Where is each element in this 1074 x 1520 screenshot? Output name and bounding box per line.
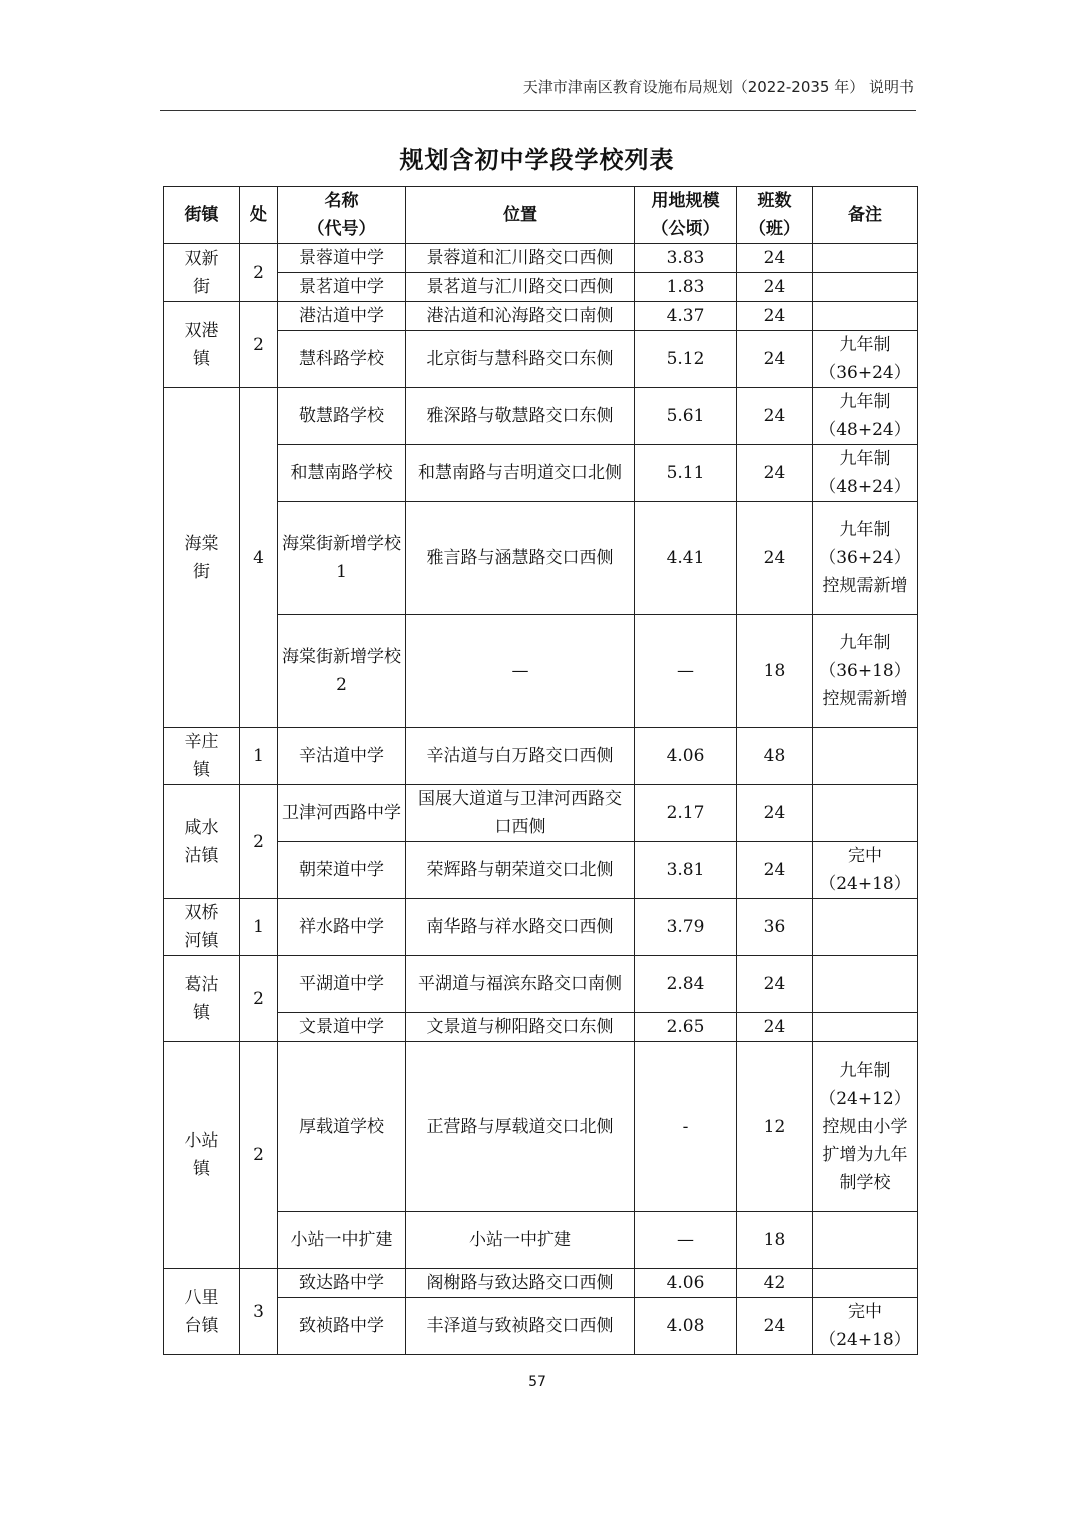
header-area-line: 用地规模 [651,191,720,211]
page-number: 57 [528,1374,546,1390]
table-row [164,273,918,302]
cell-location: 正营路与厚载道交口北侧 [406,1042,635,1212]
header-location: 位置 [406,187,635,244]
cell-area: 3.83 [635,244,737,273]
cell-area: 3.81 [635,842,737,899]
cell-area: 2.17 [635,785,737,842]
cell-count: 1 [240,899,278,956]
cell-notes [813,1298,918,1355]
cell-count: 1 [240,728,278,785]
cell-classes: 24 [737,502,813,615]
cell-name: 厚载道学校 [278,1042,406,1212]
cell-count: 4 [240,388,278,728]
header-street: 街镇 [164,187,240,244]
note-line: （36+24） [819,548,911,568]
cell-classes: 48 [737,728,813,785]
header-count: 处 [240,187,278,244]
cell-area: 5.61 [635,388,737,445]
cell-location: 国展大道道与卫津河西路交口西侧 [406,785,635,842]
cell-name: 小站一中扩建 [278,1212,406,1269]
cell-name: 敬慧路学校 [278,388,406,445]
cell-classes: 24 [737,1298,813,1355]
cell-count: 2 [240,302,278,388]
page-title: 规划含初中学段学校列表 [399,145,675,174]
cell-street: 葛沽镇 [164,956,240,1042]
table-row [164,1298,918,1355]
cell-notes [813,331,918,388]
cell-notes [813,388,918,445]
cell-street: 双港镇 [164,302,240,388]
header-classes-line: 班数 [757,191,792,211]
header-name-line: 名称 [324,191,359,211]
cell-name: 和慧南路学校 [278,445,406,502]
cell-area: 2.65 [635,1013,737,1042]
cell-location: — [406,615,635,728]
cell-notes [813,1042,918,1212]
header-classes [737,187,813,244]
document-header: 天津市津南区教育设施布局规划（2022-2035 年） 说明书 [522,78,914,96]
cell-classes: 18 [737,615,813,728]
cell-area: 5.11 [635,445,737,502]
cell-street: 八里台镇 [164,1269,240,1355]
table-row [164,331,918,388]
cell-notes [813,899,918,956]
note-line: （48+24） [819,477,911,497]
cell-classes: 24 [737,1013,813,1042]
cell-area: 5.12 [635,331,737,388]
note-line: 控规需新增 [822,576,908,596]
cell-location: 辛沽道与白万路交口西侧 [406,728,635,785]
cell-name: 景蓉道中学 [278,244,406,273]
note-line: 九年制 [839,335,891,355]
cell-area: 4.06 [635,728,737,785]
cell-notes [813,1212,918,1269]
cell-notes [813,302,918,331]
cell-location: 雅言路与涵慧路交口西侧 [406,502,635,615]
note-line: 九年制 [839,392,891,412]
cell-name: 慧科路学校 [278,331,406,388]
note-line: 九年制 [839,1060,891,1081]
note-line: 完中 [848,1302,882,1322]
cell-area: 4.08 [635,1298,737,1355]
cell-location: 景茗道与汇川路交口西侧 [406,273,635,302]
cell-classes: 24 [737,842,813,899]
cell-area: 3.79 [635,899,737,956]
header-area-unit: （公顷） [651,219,720,239]
note-line: （24+12） [819,1088,911,1109]
cell-classes: 24 [737,302,813,331]
table-row [164,842,918,899]
cell-notes [813,615,918,728]
cell-notes [813,785,918,842]
cell-classes: 24 [737,273,813,302]
cell-notes [813,1269,918,1298]
cell-name: 卫津河西路中学 [278,785,406,842]
cell-classes: 24 [737,244,813,273]
cell-notes [813,445,918,502]
cell-area: 4.06 [635,1269,737,1298]
header-name [278,187,406,244]
cell-location: 港沽道和沁海路交口南侧 [406,302,635,331]
note-line: （36+24） [819,363,911,383]
cell-location: 丰泽道与致祯路交口西侧 [406,1298,635,1355]
note-line: 完中 [848,846,882,866]
cell-name: 港沽道中学 [278,302,406,331]
cell-count: 2 [240,785,278,899]
cell-name: 致祯路中学 [278,1298,406,1355]
table-body [164,244,918,1355]
cell-area: 2.84 [635,956,737,1013]
cell-location: 平湖道与福滨东路交口南侧 [406,956,635,1013]
cell-classes: 24 [737,956,813,1013]
table-row [164,1042,918,1212]
header-notes: 备注 [813,187,918,244]
table-row [164,388,918,445]
schools-table [163,186,918,1355]
cell-name: 辛沽道中学 [278,728,406,785]
note-line: （24+18） [819,1330,911,1350]
table-row [164,302,918,331]
cell-street: 双桥河镇 [164,899,240,956]
cell-street: 双新街 [164,244,240,302]
table-row [164,502,918,615]
cell-count: 3 [240,1269,278,1355]
cell-location: 荣辉路与朝荣道交口北侧 [406,842,635,899]
cell-name: 海棠街新增学校 1 [278,502,406,615]
note-line: 控规由小学扩增为九年制学校 [822,1116,908,1193]
cell-notes [813,728,918,785]
table-row [164,1269,918,1298]
cell-classes: 24 [737,331,813,388]
cell-classes: 24 [737,388,813,445]
cell-street: 海棠街 [164,388,240,728]
table-row [164,956,918,1013]
cell-name: 祥水路中学 [278,899,406,956]
cell-area: 4.41 [635,502,737,615]
cell-classes: 18 [737,1212,813,1269]
table-row [164,899,918,956]
header-area [635,187,737,244]
cell-area: — [635,1212,737,1269]
header-rule [160,110,916,111]
note-line: （36+18） [819,661,911,681]
cell-classes: 36 [737,899,813,956]
cell-classes: 12 [737,1042,813,1212]
note-line: 九年制 [839,520,891,540]
cell-notes [813,956,918,1013]
table-row [164,244,918,273]
cell-name: 致达路中学 [278,1269,406,1298]
cell-street: 咸水沽镇 [164,785,240,899]
cell-count: 2 [240,956,278,1042]
note-line: 九年制 [839,633,891,653]
cell-area: — [635,615,737,728]
cell-classes: 24 [737,445,813,502]
note-line: 控规需新增 [822,689,908,709]
cell-name: 朝荣道中学 [278,842,406,899]
cell-classes: 42 [737,1269,813,1298]
note-line: （48+24） [819,420,911,440]
cell-name: 景茗道中学 [278,273,406,302]
table-row [164,615,918,728]
cell-location: 小站一中扩建 [406,1212,635,1269]
table-row [164,1013,918,1042]
cell-notes [813,842,918,899]
header-name-code: （代号） [307,219,376,239]
cell-name: 文景道中学 [278,1013,406,1042]
cell-location: 文景道与柳阳路交口东侧 [406,1013,635,1042]
cell-street: 辛庄镇 [164,728,240,785]
cell-name: 平湖道中学 [278,956,406,1013]
cell-location: 和慧南路与吉明道交口北侧 [406,445,635,502]
cell-notes [813,1013,918,1042]
cell-location: 雅深路与敬慧路交口东侧 [406,388,635,445]
table-row [164,728,918,785]
cell-area: 4.37 [635,302,737,331]
table-row [164,445,918,502]
cell-location: 阁榭路与致达路交口西侧 [406,1269,635,1298]
table-row [164,1212,918,1269]
cell-count: 2 [240,1042,278,1269]
table-row [164,785,918,842]
cell-notes [813,244,918,273]
cell-area: - [635,1042,737,1212]
note-line: （24+18） [819,874,911,894]
cell-location: 南华路与祥水路交口西侧 [406,899,635,956]
cell-notes [813,502,918,615]
cell-area: 1.83 [635,273,737,302]
cell-classes: 24 [737,785,813,842]
cell-street: 小站镇 [164,1042,240,1269]
header-classes-unit: （班） [749,219,800,239]
cell-location: 北京街与慧科路交口东侧 [406,331,635,388]
cell-location: 景蓉道和汇川路交口西侧 [406,244,635,273]
cell-count: 2 [240,244,278,302]
note-line: 九年制 [839,449,891,469]
cell-name: 海棠街新增学校 2 [278,615,406,728]
cell-notes [813,273,918,302]
